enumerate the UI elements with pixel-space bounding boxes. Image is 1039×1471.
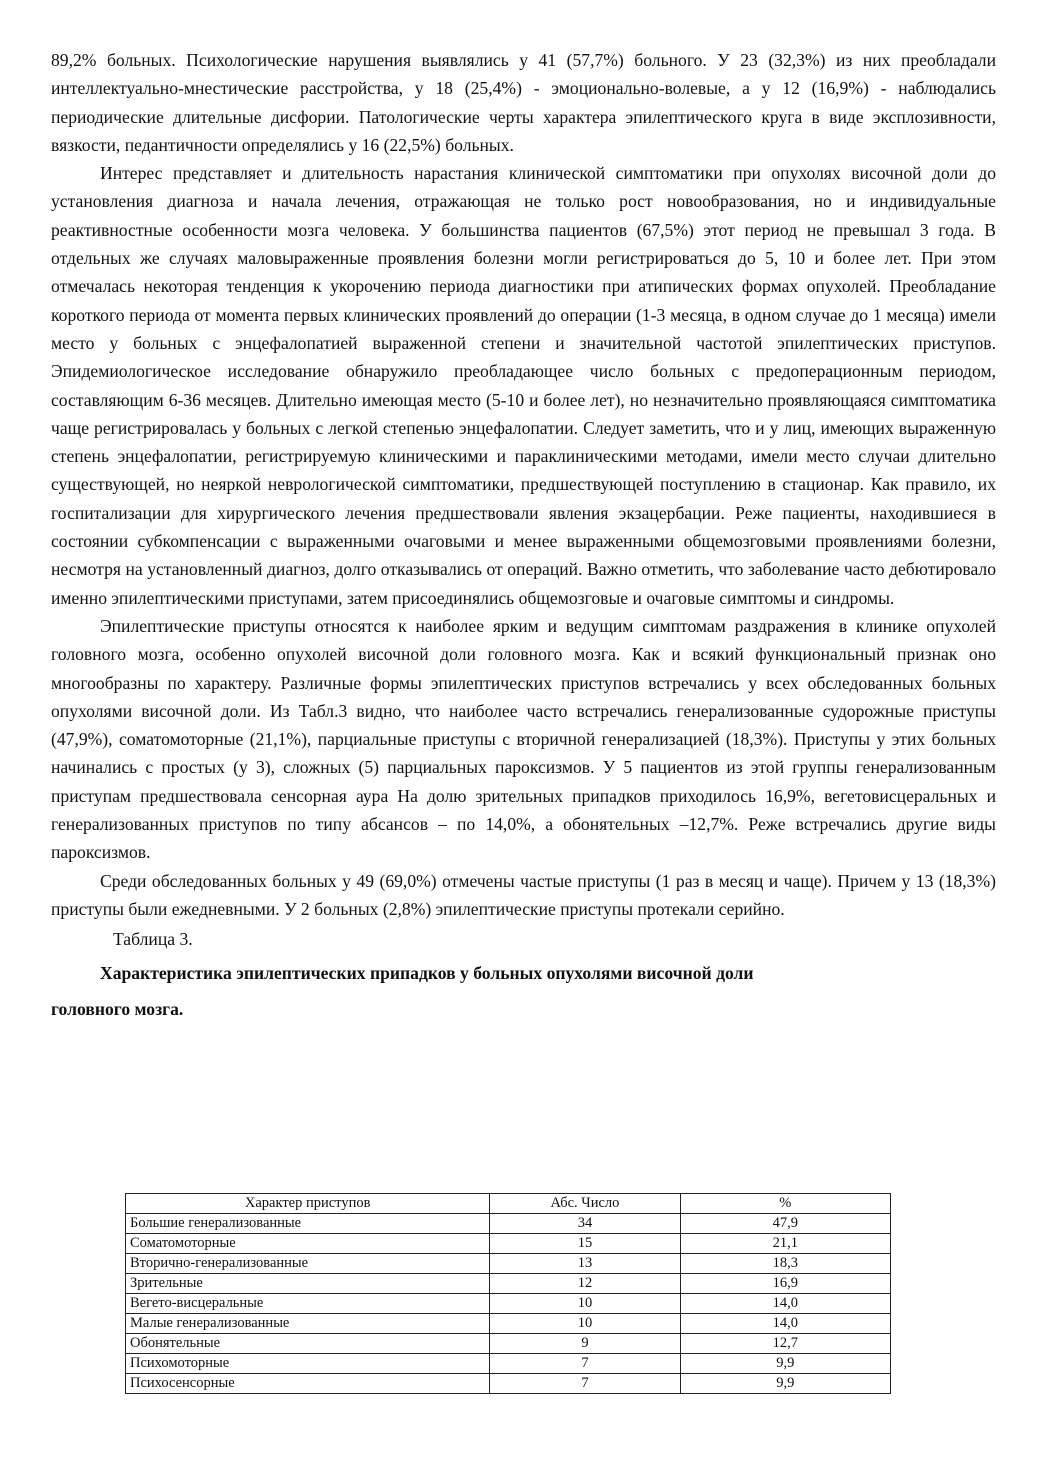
cell-abs-count: 34 — [490, 1214, 680, 1234]
cell-percent: 16,9 — [680, 1274, 890, 1294]
table-row — [126, 1334, 891, 1354]
seizure-table — [125, 1193, 891, 1394]
cell-percent: 9,9 — [680, 1354, 890, 1374]
table-label: Таблица 3. — [113, 929, 193, 950]
cell-percent: 18,3 — [680, 1254, 890, 1274]
cell-seizure-type: Соматомоторные — [126, 1234, 490, 1254]
table-row — [126, 1294, 891, 1314]
cell-abs-count: 15 — [490, 1234, 680, 1254]
table-row — [126, 1214, 891, 1234]
header-seizure-type: Характер приступов — [126, 1194, 490, 1214]
paragraph-4: Среди обследованных больных у 49 (69,0%) отмечены частые приступы (1 раз в месяц и чаще). Причем у 13 (18,3%) приступы были ежедневными. У 2 больных (2,8%) эпилептические приступы протекали серийно. — [51, 870, 996, 919]
cell-percent: 21,1 — [680, 1234, 890, 1254]
table-header-row — [126, 1194, 891, 1214]
cell-seizure-type: Вторично-генерализованные — [126, 1254, 490, 1274]
cell-abs-count: 10 — [490, 1314, 680, 1334]
cell-percent: 47,9 — [680, 1214, 890, 1234]
cell-abs-count: 7 — [490, 1354, 680, 1374]
cell-abs-count: 9 — [490, 1334, 680, 1354]
cell-abs-count: 7 — [490, 1374, 680, 1394]
cell-seizure-type: Малые генерализованные — [126, 1314, 490, 1334]
cell-percent: 9,9 — [680, 1374, 890, 1394]
cell-abs-count: 12 — [490, 1274, 680, 1294]
cell-seizure-type: Психомоторные — [126, 1354, 490, 1374]
paragraph-3: Эпилептические приступы относятся к наиболее ярким и ведущим симптомам раздражения в клинике опухолей головного мозга, особенно опухолей височной доли головного мозга. Как и всякий функциональный признак оно многообразны по характеру. Различные формы эпилептических приступов встречались у всех обследованных больных опухолями височной доли. Из Табл.3 видно, что наиболее часто встречались генерализованные судорожные приступы (47,9%), соматомоторные (21,1%), парциальные приступы с вторичной генерализацией (18,3%). Приступы у этих больных начинались с простых (у 3), сложных (5) парциальных пароксизмов. У 5 пациентов из этой группы генерализованным приступам предшествовала сенсорная аура На долю зрительных припадков приходилось 16,9%, вегетовисцеральных и генерализованных приступов по типу абсансов – по 14,0%, а обонятельных –12,7%. Реже встречались другие виды пароксизмов. — [51, 615, 996, 863]
cell-percent: 14,0 — [680, 1314, 890, 1334]
header-percent: % — [680, 1194, 890, 1214]
table-row — [126, 1274, 891, 1294]
cell-seizure-type: Обонятельные — [126, 1334, 490, 1354]
cell-seizure-type: Зрительные — [126, 1274, 490, 1294]
table-title-line1: Характеристика эпилептических припадков у больных опухолями височной доли — [100, 963, 754, 984]
table-title-line2: головного мозга. — [51, 999, 184, 1020]
table-row — [126, 1234, 891, 1254]
cell-seizure-type: Вегето-висцеральные — [126, 1294, 490, 1314]
header-abs-count: Абс. Число — [490, 1194, 680, 1214]
document-page — [51, 46, 996, 1027]
paragraph-1: 89,2% больных. Психологические нарушения выявлялись у 41 (57,7%) больного. У 23 (32,3%) из них преобладали интеллектуально-мнестические расстройства, у 18 (25,4%) - эмоционально-волевые, а у 12 (16,9%) - наблюдались периодические длительные дисфории. Патологические черты характера эпилептического круга в виде эксплозивности, вязкости, педантичности определялись у 16 (22,5%) больных. — [51, 50, 996, 155]
table-row — [126, 1374, 891, 1394]
table-row — [126, 1354, 891, 1374]
table-row — [126, 1254, 891, 1274]
cell-abs-count: 10 — [490, 1294, 680, 1314]
cell-abs-count: 13 — [490, 1254, 680, 1274]
cell-percent: 14,0 — [680, 1294, 890, 1314]
cell-seizure-type: Психосенсорные — [126, 1374, 490, 1394]
table-title — [51, 955, 996, 1027]
cell-percent: 12,7 — [680, 1334, 890, 1354]
paragraph-2: Интерес представляет и длительность нарастания клинической симптоматики при опухолях височной доли до установления диагноза и начала лечения, отражающая не только рост новообразования, но и индивидуальные реактивностные особенности мозга человека. У большинства пациентов (67,5%) этот период не превышал 3 года. В отдельных же случаях маловыраженные проявления болезни могли регистрироваться до 5, 10 и более лет. При этом отмечалась некоторая тенденция к укорочению периода диагностики при атипических формах опухолей. Преобладание короткого периода от момента первых клинических проявлений до операции (1-3 месяца, в одном случае до 1 месяца) имели место у больных с энцефалопатией выраженной степени и значительной частотой эпилептических приступов. Эпидемиологическое исследование обнаружило преобладающее число больных с предоперационным периодом, составляющим 6-36 месяцев. Длительно имеющая место (5-10 и более лет), но незначительно проявляющаяся симптоматика чаще регистрировалась у больных с легкой степенью энцефалопатии. Следует заметить, что и у лиц, имеющих выраженную степень энцефалопатии, регистрируемую клиническими и параклиническими методами, имели место случаи длительно существующей, но неяркой неврологической симптоматики, предшествующей поступлению в стационар. Как правило, их госпитализации для хирургического лечения предшествовали явления экзацербации. Реже пациенты, находившиеся в состоянии субкомпенсации с выраженными очаговыми и менее выраженными общемозговыми проявлениями болезни, несмотря на установленный диагноз, долго отказывались от операций. Важно отметить, что заболевание часто дебютировало именно эпилептическими приступами, затем присоединялись общемозговые и очаговые симптомы и синдромы. — [51, 163, 996, 608]
table-row — [126, 1314, 891, 1334]
cell-seizure-type: Большие генерализованные — [126, 1214, 490, 1234]
